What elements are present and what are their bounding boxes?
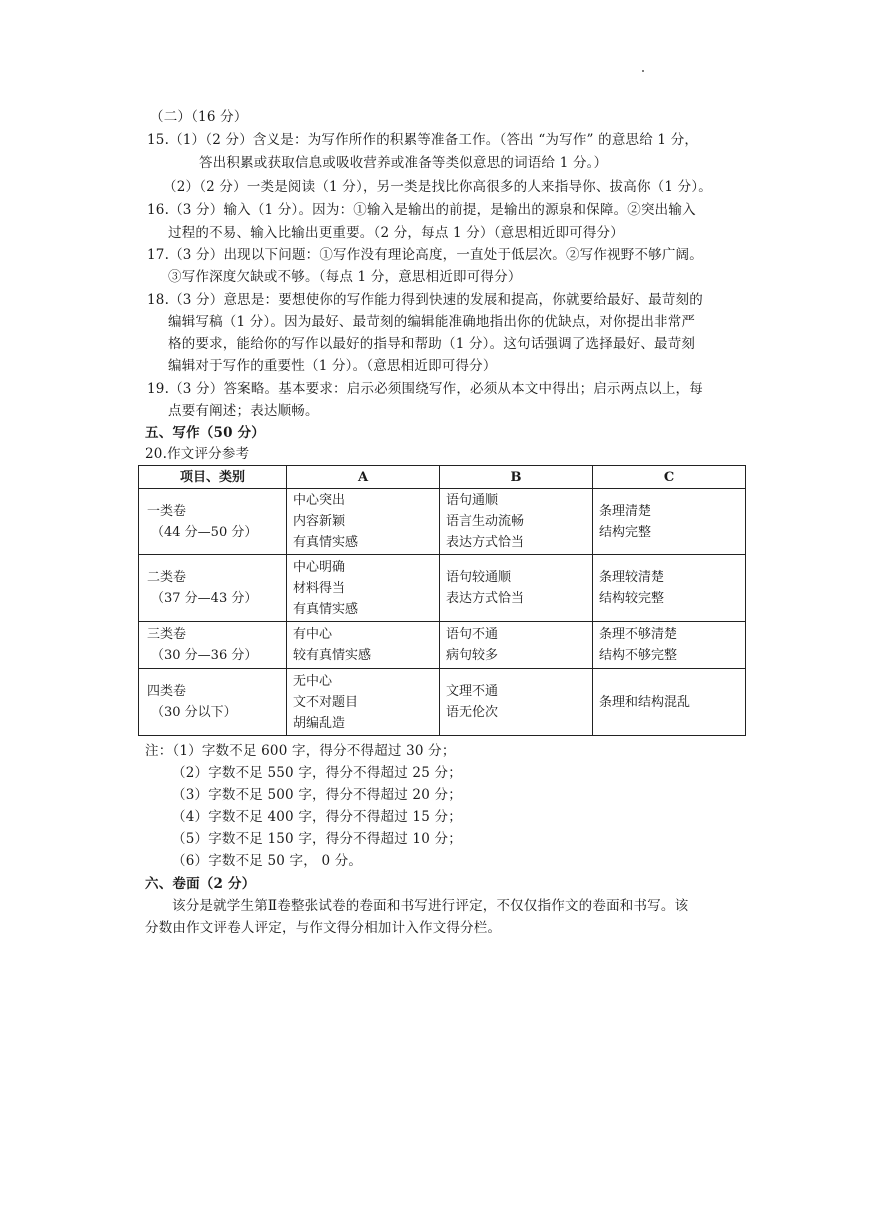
criterion: 无中心 xyxy=(293,673,333,689)
criterion: 中心明确 xyxy=(293,559,346,575)
criterion: 条理清楚 xyxy=(599,503,652,519)
header-category: 项目、类别 xyxy=(139,466,287,489)
note-2: （2）字数不足 550 字，得分不得超过 25 分； xyxy=(172,765,462,781)
cell-b xyxy=(440,555,593,622)
category-name: 一类卷 xyxy=(147,503,187,519)
q18-line-2: 编辑写稿（1 分）。因为最好、最苛刻的编辑能准确地指出你的优缺点，对你提出非常严 xyxy=(168,314,696,330)
q18-line-1: 18.（3 分）意思是：要想使你的写作能力得到快速的发展和提高，你就要给最好、最苛刻的 xyxy=(147,292,703,308)
category-name: 二类卷 xyxy=(147,570,187,585)
section-six-line-1: 该分是就学生第Ⅱ卷整张试卷的卷面和书写进行评定，不仅仅指作文的卷面和书写。该 xyxy=(172,898,689,914)
q18-line-4: 编辑对于写作的重要性（1 分）。（意思相近即可得分） xyxy=(168,358,497,374)
criterion: 表达方式恰当 xyxy=(446,535,525,550)
cell-a xyxy=(287,489,440,555)
section-two-header: （二）（16 分） xyxy=(150,109,248,125)
cell-c xyxy=(593,489,746,555)
criterion: 表达方式恰当 xyxy=(446,591,525,606)
cell-c xyxy=(593,555,746,622)
criterion: 内容新颖 xyxy=(293,514,346,529)
row-category xyxy=(139,555,287,622)
category-name: 三类卷 xyxy=(147,627,187,642)
category-name: 四类卷 xyxy=(147,684,187,699)
cell-b xyxy=(440,622,593,669)
score-range: （30 分—36 分） xyxy=(151,648,258,663)
cell-a xyxy=(287,669,440,736)
criterion: 条理不够清楚 xyxy=(599,627,678,642)
criterion: 材料得当 xyxy=(293,580,346,596)
criterion: 胡编乱造 xyxy=(293,715,346,731)
essay-rubric-table xyxy=(138,465,746,736)
note-5: （5）字数不足 150 字，得分不得超过 10 分； xyxy=(172,831,462,847)
cell-b xyxy=(440,489,593,555)
criterion: 中心突出 xyxy=(293,493,346,508)
q19-line-2: 点要有阐述；表达顺畅。 xyxy=(168,403,319,419)
score-range: （37 分—43 分） xyxy=(151,591,258,606)
cell-c xyxy=(593,622,746,669)
table-row xyxy=(139,669,746,736)
criterion: 结构完整 xyxy=(599,524,652,540)
q16-line-2: 过程的不易、输入比输出更重要。（2 分，每点 1 分）（意思相近即可得分） xyxy=(168,225,624,241)
criterion: 病句较多 xyxy=(446,648,499,663)
table-row xyxy=(139,489,746,555)
criterion: 语无伦次 xyxy=(446,705,499,720)
q18-line-3: 格的要求，能给你的写作以最好的指导和帮助（1 分）。这句话强调了选择最好、最苛刻 xyxy=(168,336,696,352)
table-row xyxy=(139,622,746,669)
cell-b xyxy=(440,669,593,736)
cell-a xyxy=(287,622,440,669)
criterion: 文不对题目 xyxy=(293,694,359,710)
table-row xyxy=(139,555,746,622)
q15-line-2: 答出积累或获取信息或吸收营养或准备等类似意思的词语给 1 分。） xyxy=(199,155,608,171)
score-range: （30 分以下） xyxy=(151,705,237,720)
row-category xyxy=(139,622,287,669)
note-6: （6）字数不足 50 字， 0 分。 xyxy=(172,853,363,869)
criterion: 文理不通 xyxy=(446,684,499,699)
q17-line-2: ③写作深度欠缺或不够。（每点 1 分，意思相近即可得分） xyxy=(168,269,522,285)
section-six-line-2: 分数由作文评卷人评定，与作文得分相加计入作文得分栏。 xyxy=(145,920,502,936)
row-category xyxy=(139,489,287,555)
criterion: 结构较完整 xyxy=(599,591,665,606)
q17-line-1: 17.（3 分）出现以下问题：①写作没有理论高度，一直处于低层次。②写作视野不够广阔。 xyxy=(147,247,703,263)
criterion: 有中心 xyxy=(293,627,333,642)
note-3: （3）字数不足 500 字，得分不得超过 20 分； xyxy=(172,787,462,803)
rubric-header-row xyxy=(139,466,746,489)
q15-line-3: （2）（2 分）一类是阅读（1 分），另一类是找比你高很多的人来指导你、拔高你（1 分）。 xyxy=(163,179,712,195)
header-b: B xyxy=(440,466,593,489)
criterion: 语句不通 xyxy=(446,627,499,642)
score-range: （44 分—50 分） xyxy=(151,524,258,540)
scan-speck xyxy=(642,70,644,72)
section-five-header: 五、写作（50 分） xyxy=(145,425,265,441)
note-1: 注：（1）字数不足 600 字，得分不得超过 30 分； xyxy=(145,743,456,759)
row-category xyxy=(139,669,287,736)
criterion: 语言生动流畅 xyxy=(446,514,525,529)
q19-line-1: 19.（3 分）答案略。基本要求：启示必须围绕写作，必须从本文中得出；启示两点以上，每 xyxy=(147,381,703,397)
q20-title: 20.作文评分参考 xyxy=(145,446,250,462)
criterion: 有真情实感 xyxy=(293,601,359,617)
criterion: 条理和结构混乱 xyxy=(599,694,691,710)
criterion: 较有真情实感 xyxy=(293,648,372,663)
section-six-header: 六、卷面（2 分） xyxy=(145,876,256,892)
cell-a xyxy=(287,555,440,622)
criterion: 有真情实感 xyxy=(293,535,359,550)
cell-c xyxy=(593,669,746,736)
q16-line-1: 16.（3 分）输入（1 分）。因为：①输入是输出的前提，是输出的源泉和保障。②突出输入 xyxy=(147,202,696,218)
criterion: 语句较通顺 xyxy=(446,570,512,585)
note-4: （4）字数不足 400 字，得分不得超过 15 分； xyxy=(172,809,462,825)
header-c: C xyxy=(593,466,746,489)
criterion: 结构不够完整 xyxy=(599,648,678,663)
q15-line-1: 15.（1）（2 分）含义是：为写作所作的积累等准备工作。（答出 “为写作” 的意思给 1 分， xyxy=(147,132,699,148)
criterion: 语句通顺 xyxy=(446,493,499,508)
header-a: A xyxy=(287,466,440,489)
criterion: 条理较清楚 xyxy=(599,570,665,585)
